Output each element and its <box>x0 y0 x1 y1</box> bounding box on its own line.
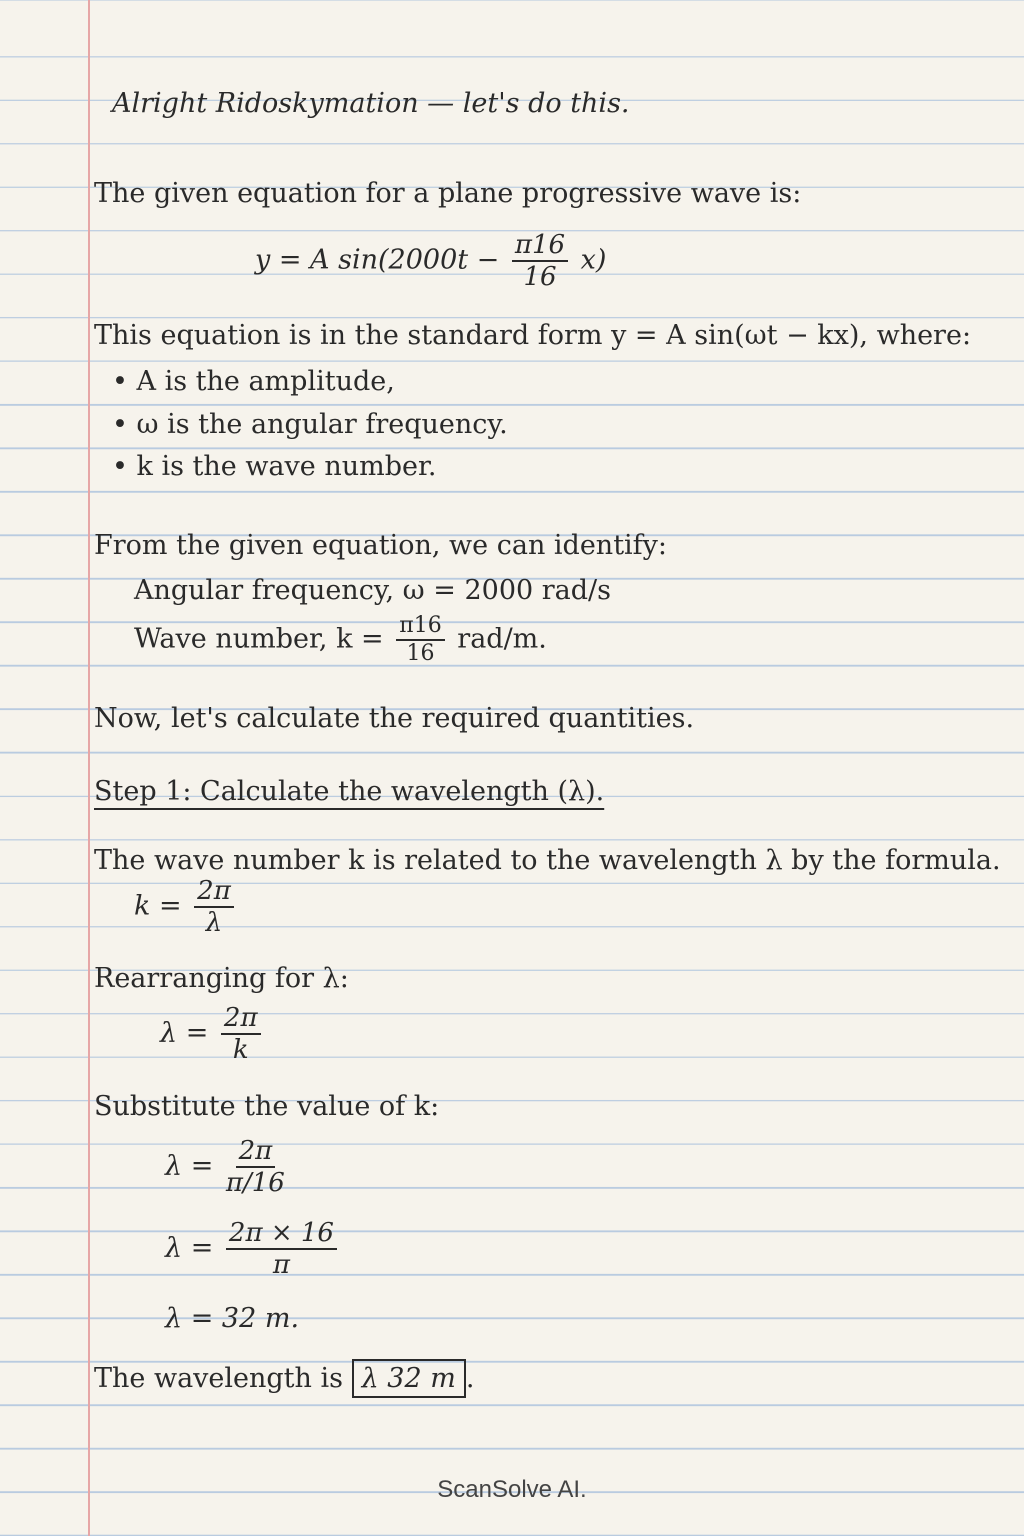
f3-left: λ = <box>165 1150 214 1182</box>
f1-num: 2π <box>194 878 234 908</box>
formula-k <box>134 878 238 936</box>
given-eq-den: 16 <box>523 262 557 292</box>
given-eq-left: y = A sin(2000t − <box>255 244 500 276</box>
f4-num: 2π × 16 <box>226 1220 337 1250</box>
footer-brand: ScanSolve AI. <box>437 1476 587 1503</box>
result-end: . <box>465 1363 475 1394</box>
identify-label: From the given equation, we can identify: <box>94 530 668 561</box>
relation-line: The wave number k is related to the wavelength λ by the formula. <box>94 845 1001 876</box>
result-box: λ 32 m <box>352 1359 466 1398</box>
f4-left: λ = <box>165 1232 214 1264</box>
rearrange-line: Rearranging for λ: <box>94 963 349 994</box>
f1-left: k = <box>134 890 182 922</box>
f1-den: λ <box>205 908 223 938</box>
f4-den: π <box>272 1250 290 1280</box>
result-label: The wavelength is <box>94 1363 343 1394</box>
formula-lambda <box>160 1005 265 1063</box>
calc-intro: Now, let's calculate the required quantities. <box>94 703 695 734</box>
f4-fraction <box>226 1220 337 1278</box>
substitute-line: Substitute the value of k: <box>94 1091 440 1122</box>
formula-simplified <box>165 1220 341 1278</box>
given-eq-num: π16 <box>512 232 568 262</box>
step1-heading: Step 1: Calculate the wavelength (λ). <box>94 776 605 807</box>
given-label: The given equation for a plane progressive wave is: <box>94 178 802 209</box>
f2-fraction <box>221 1005 261 1063</box>
k-unit: rad/m. <box>457 623 547 655</box>
formula-result: λ = 32 m. <box>165 1303 300 1334</box>
given-eq-fraction <box>512 232 568 290</box>
margin-line <box>88 0 90 1536</box>
f2-left: λ = <box>160 1017 209 1049</box>
omega-line: Angular frequency, ω = 2000 rad/s <box>134 575 611 606</box>
f2-den: k <box>232 1035 249 1065</box>
k-left: Wave number, k = <box>134 623 384 655</box>
formula-substituted <box>165 1138 289 1196</box>
f3-num: 2π <box>236 1138 276 1168</box>
result-line <box>94 1365 474 1392</box>
wave-number-line <box>134 615 547 665</box>
bullet-item: • k is the wave number. <box>112 451 437 482</box>
f3-fraction <box>226 1138 285 1196</box>
given-equation <box>255 232 606 290</box>
intro-line: Alright Ridoskymation — let's do this. <box>112 88 630 119</box>
k-num: π16 <box>396 615 444 641</box>
standard-label: This equation is in the standard form y = A sin(ωt − kx), where: <box>94 320 972 351</box>
given-eq-right: x) <box>580 244 607 276</box>
k-fraction <box>396 615 444 665</box>
f3-den: π/16 <box>225 1168 285 1198</box>
bullet-item: • A is the amplitude, <box>112 366 395 397</box>
f2-num: 2π <box>221 1005 261 1035</box>
k-den: 16 <box>406 641 435 666</box>
f1-fraction <box>194 878 234 936</box>
bullet-item: • ω is the angular frequency. <box>112 409 508 440</box>
